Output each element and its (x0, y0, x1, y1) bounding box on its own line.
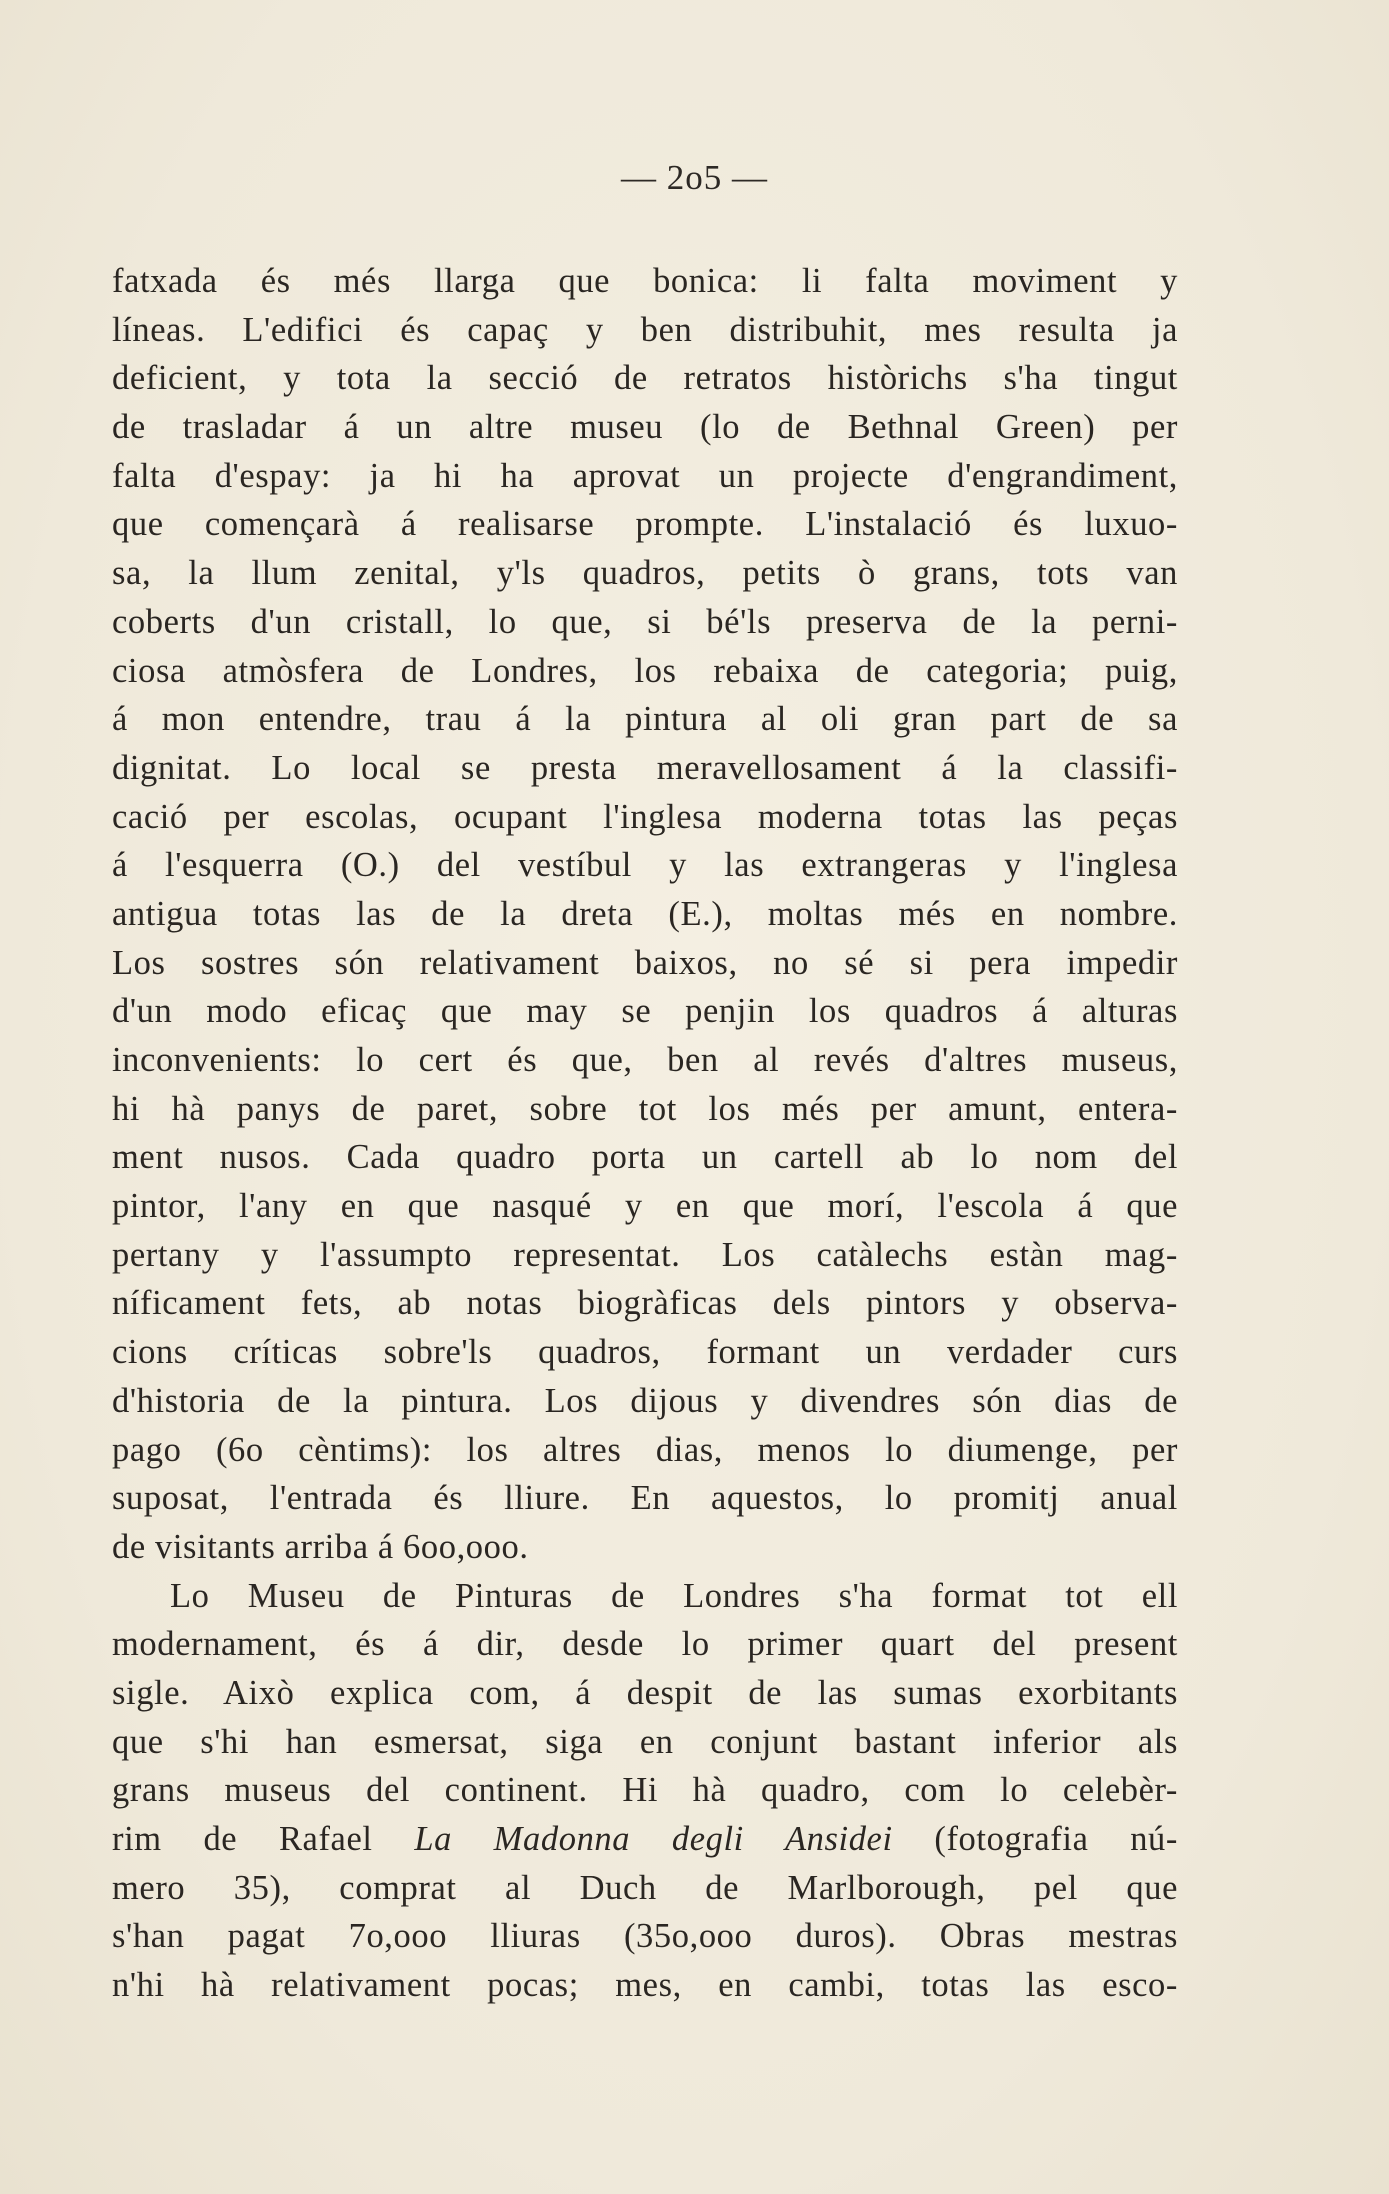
text-line: modernament, és á dir, desde lo primer quart del present (112, 1625, 1178, 1664)
text-line: inconvenients: lo cert és que, ben al revés d'altres museus, (112, 1041, 1178, 1079)
text-line: pintor, l'any en que nasqué y en que morí, l'escola á que (112, 1187, 1178, 1226)
text-line: hi hà panys de paret, sobre tot los més per amunt, entera- (112, 1089, 1178, 1128)
artwork-title: La Madonna degli Ansidei (414, 1820, 893, 1858)
paragraph-start-line: Lo Museu de Pinturas de Londres s'ha format tot ell (170, 1576, 1178, 1615)
text-line: falta d'espay: ja hi ha aprovat un projecte d'engrandiment, (112, 456, 1178, 495)
page-number: — 2o5 — (621, 158, 768, 197)
text-line: deficient, y tota la secció de retratos històrichs s'ha tingut (112, 359, 1178, 398)
text-line: s'han pagat 7o,ooo lliuras (35o,ooo duros). Obras mestras (112, 1917, 1178, 1956)
text-line: cació per escolas, ocupant l'inglesa moderna totas las peças (112, 797, 1178, 836)
text-line: pertany y l'assumpto representat. Los catàlechs estàn mag- (112, 1235, 1178, 1274)
text-line: ment nusos. Cada quadro porta un cartell ab lo nom del (112, 1138, 1178, 1177)
text-line: fatxada és més llarga que bonica: li falta moviment y (112, 262, 1178, 300)
text-line: antigua totas las de la dreta (E.), moltas més en nombre. (112, 894, 1178, 933)
text-line-with-title (112, 1815, 1178, 1864)
line-text-after: (fotografia nú- (892, 1820, 1178, 1858)
text-line: Los sostres són relativament baixos, no sé si pera impedir (112, 943, 1178, 982)
text-line: líneas. L'edifici és capaç y ben distribuhit, mes resulta ja (112, 310, 1178, 349)
text-line: coberts d'un cristall, lo que, si bé'ls preserva de la perni- (112, 602, 1178, 641)
text-line: d'historia de la pintura. Los dijous y divendres són dias de (112, 1381, 1178, 1420)
text-line: dignitat. Lo local se presta meravellosament á la classifi- (112, 748, 1178, 787)
text-line: pago (6o cèntims): los altres dias, menos lo diumenge, per (112, 1430, 1178, 1469)
text-line: á mon entendre, trau á la pintura al oli gran part de sa (112, 700, 1178, 739)
line-text-before: rim de Rafael (112, 1820, 415, 1858)
text-line: sigle. Això explica com, á despit de las sumas exorbitants (112, 1673, 1178, 1712)
text-line: mero 35), comprat al Duch de Marlborough, pel que (112, 1868, 1178, 1907)
text-line: á l'esquerra (O.) del vestíbul y las extrangeras y l'inglesa (112, 846, 1178, 885)
text-line: sa, la llum zenital, y'ls quadros, petits ò grans, tots van (112, 554, 1178, 593)
body-text (112, 257, 1178, 2010)
text-line: ciosa atmòsfera de Londres, los rebaixa de categoria; puig, (112, 651, 1178, 690)
text-line: níficament fets, ab notas biogràficas dels pintors y observa- (112, 1284, 1178, 1323)
text-line: de trasladar á un altre museu (lo de Bethnal Green) per (112, 408, 1178, 447)
text-line: grans museus del continent. Hi hà quadro, com lo celebèr- (112, 1771, 1178, 1810)
text-line: que s'hi han esmersat, siga en conjunt bastant inferior als (112, 1722, 1178, 1761)
text-line: d'un modo eficaç que may se penjin los quadros á alturas (112, 992, 1178, 1031)
text-line: cions críticas sobre'ls quadros, formant un verdader curs (112, 1333, 1178, 1372)
text-line: suposat, l'entrada és lliure. En aquestos, lo promitj anual (112, 1479, 1178, 1518)
text-line: n'hi hà relativament pocas; mes, en cambi, totas las esco- (112, 1966, 1178, 2005)
text-line: que començarà á realisarse prompte. L'instalació és luxuo- (112, 505, 1178, 544)
paragraph-end-line: de visitants arriba á 6oo,ooo. (112, 1527, 529, 1566)
